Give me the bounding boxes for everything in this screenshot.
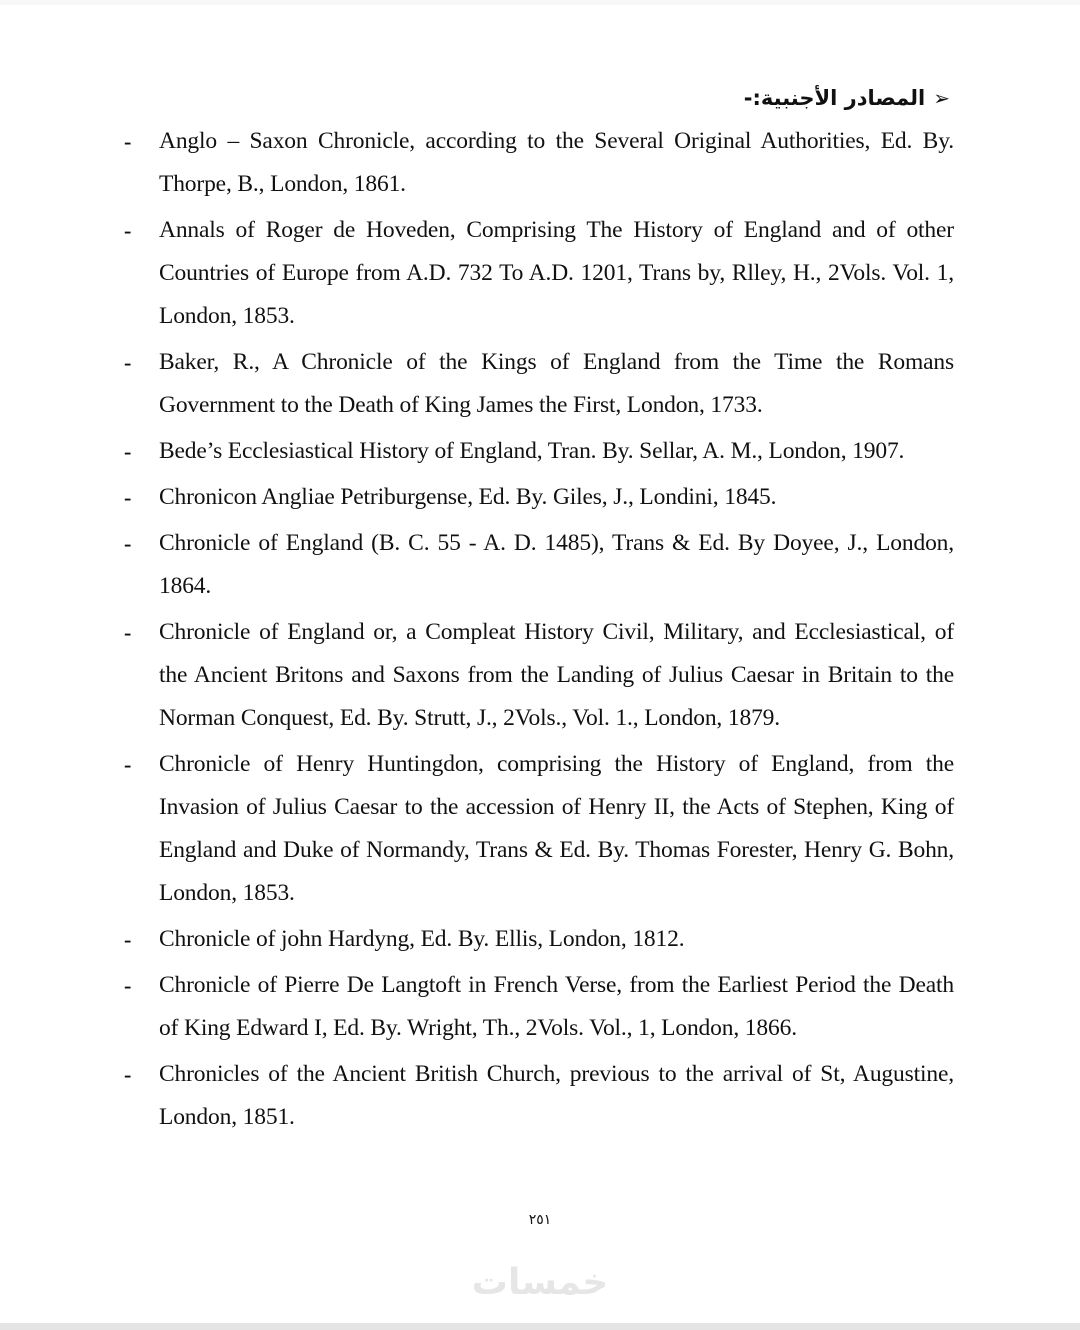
list-item — [124, 1053, 954, 1139]
dash-bullet: - — [124, 531, 132, 556]
entry-text: Chronicles of the Ancient British Church, previous to the arrival of St, Augustine, London, 1851. — [159, 1061, 954, 1130]
list-item — [124, 209, 954, 338]
dash-bullet: - — [124, 485, 132, 510]
entry-text: Chronicle of Pierre De Langtoft in French Verse, from the Earliest Period the Death of King Edward I, Ed. By. Wright, Th., 2Vols. Vol., 1, London, 1866. — [159, 972, 954, 1041]
dash-bullet: - — [124, 620, 132, 645]
list-item — [124, 964, 954, 1050]
entry-text: Baker, R., A Chronicle of the Kings of England from the Time the Romans Government to the Death of King James the First, London, 1733. — [159, 349, 954, 418]
heading-text: المصادر الأجنبية:- — [743, 86, 926, 110]
list-item — [124, 341, 954, 427]
list-item — [124, 611, 954, 740]
dash-bullet: - — [124, 439, 132, 464]
watermark-logo: خمسات — [471, 1262, 609, 1303]
entry-text: Annals of Roger de Hoveden, Comprising The History of England and of other Countries of Europe from A.D. 732 To A.D. 1201, Trans by, Rlley, H., 2Vols. Vol. 1, London, 1853. — [159, 217, 954, 329]
dash-bullet: - — [124, 129, 132, 154]
list-item — [124, 743, 954, 915]
entry-text: Chronicon Angliae Petriburgense, Ed. By. Giles, J., Londini, 1845. — [159, 484, 777, 510]
entry-text: Chronicle of john Hardyng, Ed. By. Ellis, London, 1812. — [159, 926, 685, 952]
list-item — [124, 476, 954, 519]
top-edge — [0, 0, 1080, 5]
entry-text: Bede’s Ecclesiastical History of England, Tran. By. Sellar, A. M., London, 1907. — [159, 438, 905, 464]
dash-bullet: - — [124, 218, 132, 243]
dash-bullet: - — [124, 927, 132, 952]
dash-bullet: - — [124, 752, 132, 777]
dash-bullet: - — [124, 1062, 132, 1087]
entry-text: Anglo – Saxon Chronicle, according to the Several Original Authorities, Ed. By. Thorpe, B., London, 1861. — [159, 128, 954, 197]
dash-bullet: - — [124, 973, 132, 998]
list-item — [124, 918, 954, 961]
page-number: ٢٥١ — [528, 1212, 552, 1228]
bottom-edge — [0, 1323, 1080, 1330]
arrowhead-bullet-icon: ➢ — [933, 86, 950, 110]
dash-bullet: - — [124, 350, 132, 375]
list-item — [124, 522, 954, 608]
list-item — [124, 120, 954, 206]
section-heading — [744, 86, 950, 110]
entry-text: Chronicle of England (B. C. 55 - A. D. 1485), Trans & Ed. By Doyee, J., London, 1864. — [159, 530, 954, 599]
entry-text: Chronicle of England or, a Compleat History Civil, Military, and Ecclesiastical, of the Ancient Britons and Saxons from the Landing of Julius Caesar in Britain to the Norman Conquest, Ed. By. Strutt, J., 2Vols., Vol. 1., London, 1879. — [159, 619, 954, 731]
entry-text: Chronicle of Henry Huntingdon, comprising the History of England, from the Invasion of Julius Caesar to the accession of Henry II, the Acts of Stephen, King of England and Duke of Normandy, Trans & Ed. By. Thomas Forester, Henry G. Bohn, London, 1853. — [159, 751, 954, 906]
list-item — [124, 430, 954, 473]
bibliography-list — [124, 120, 954, 1142]
